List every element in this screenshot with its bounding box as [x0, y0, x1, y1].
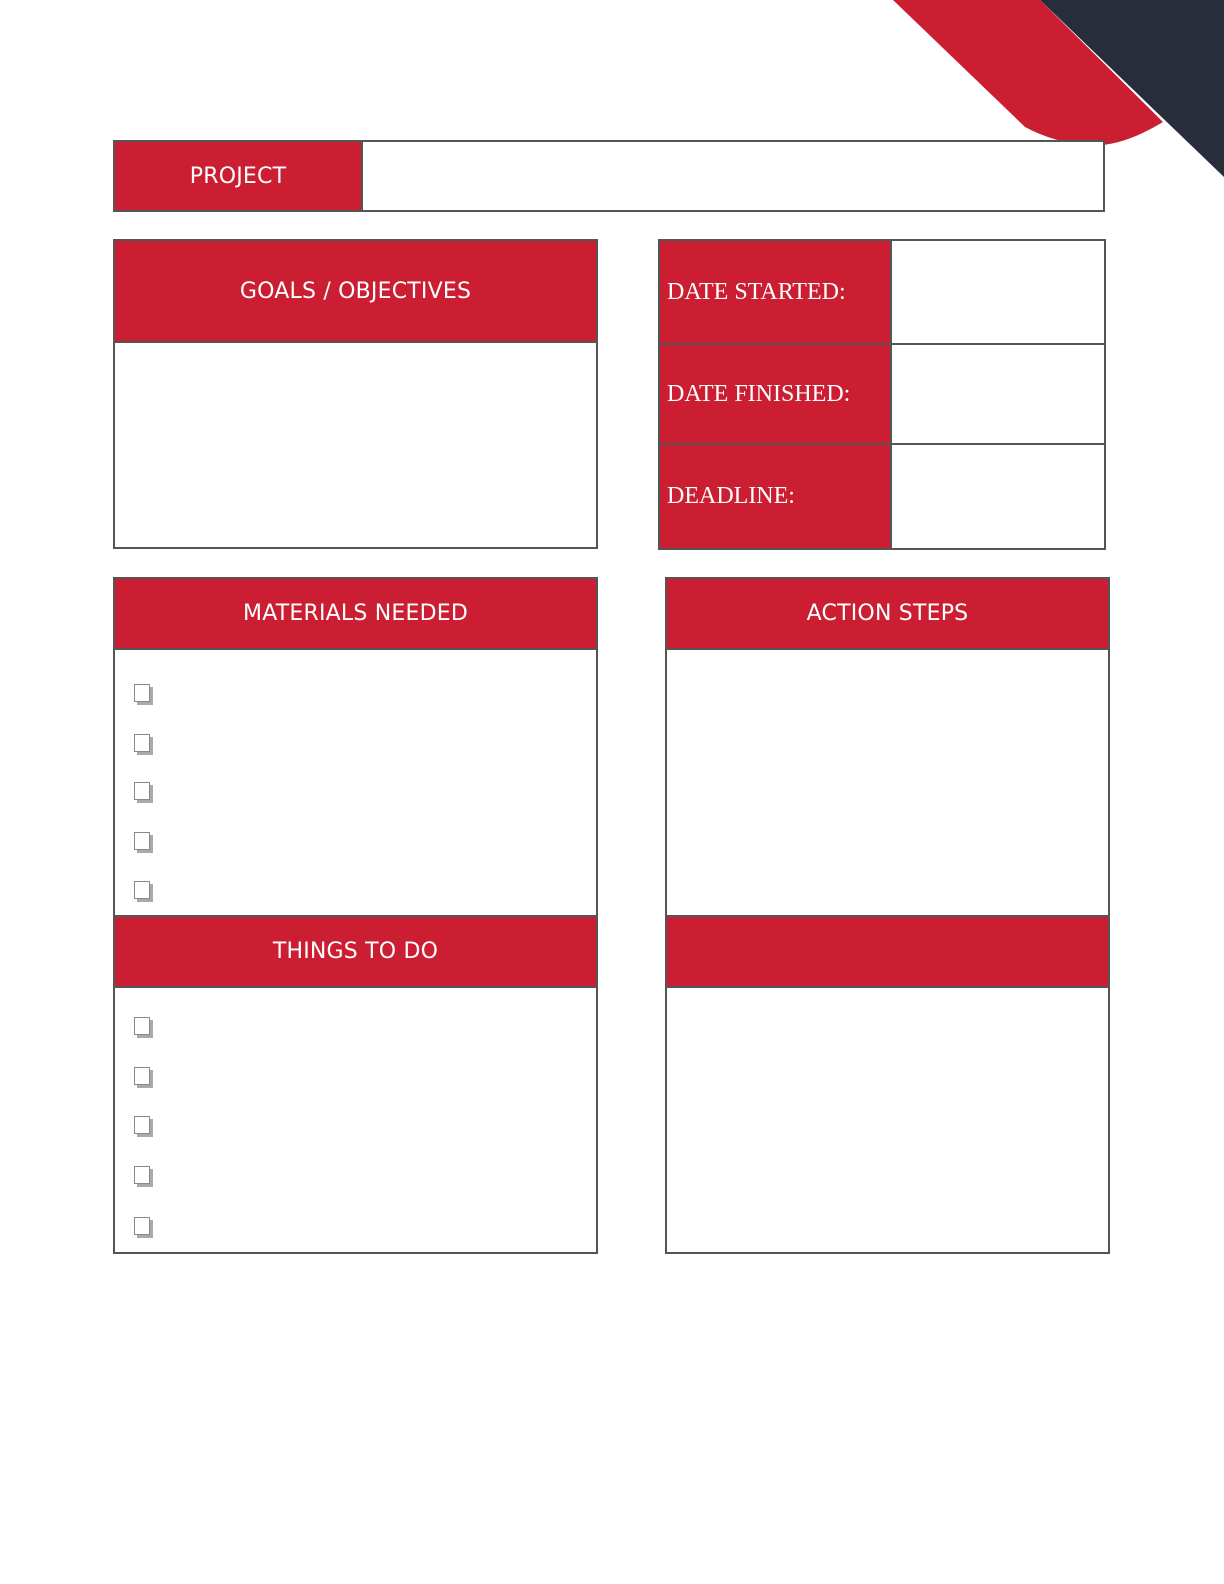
blank-section-header	[665, 915, 1110, 988]
things-to-do-checkbox[interactable]	[134, 1116, 150, 1134]
things-to-do-checkbox[interactable]	[134, 1217, 150, 1235]
goals-header: GOALS / OBJECTIVES	[113, 239, 598, 343]
action-steps-field[interactable]	[667, 650, 1108, 915]
goals-field[interactable]	[113, 341, 598, 549]
materials-checkbox[interactable]	[134, 684, 150, 702]
project-label: PROJECT	[113, 140, 363, 212]
things-to-do-checkbox[interactable]	[134, 1017, 150, 1035]
things-to-do-checkbox[interactable]	[134, 1166, 150, 1184]
things-to-do-header: THINGS TO DO	[113, 915, 598, 988]
blank-section-field[interactable]	[667, 988, 1108, 1252]
deadline-field[interactable]	[892, 445, 1104, 548]
materials-checkbox[interactable]	[134, 734, 150, 752]
action-steps-header: ACTION STEPS	[665, 577, 1110, 650]
things-to-do-checkbox[interactable]	[134, 1067, 150, 1085]
date-finished-field[interactable]	[892, 345, 1104, 443]
date-started-label: DATE STARTED:	[667, 278, 846, 305]
materials-checkbox[interactable]	[134, 832, 150, 850]
materials-checkbox[interactable]	[134, 881, 150, 899]
date-started-field[interactable]	[892, 241, 1104, 343]
date-finished-label: DATE FINISHED:	[667, 380, 851, 407]
deadline-label: DEADLINE:	[667, 483, 795, 509]
materials-header: MATERIALS NEEDED	[113, 577, 598, 650]
materials-checkbox[interactable]	[134, 782, 150, 800]
